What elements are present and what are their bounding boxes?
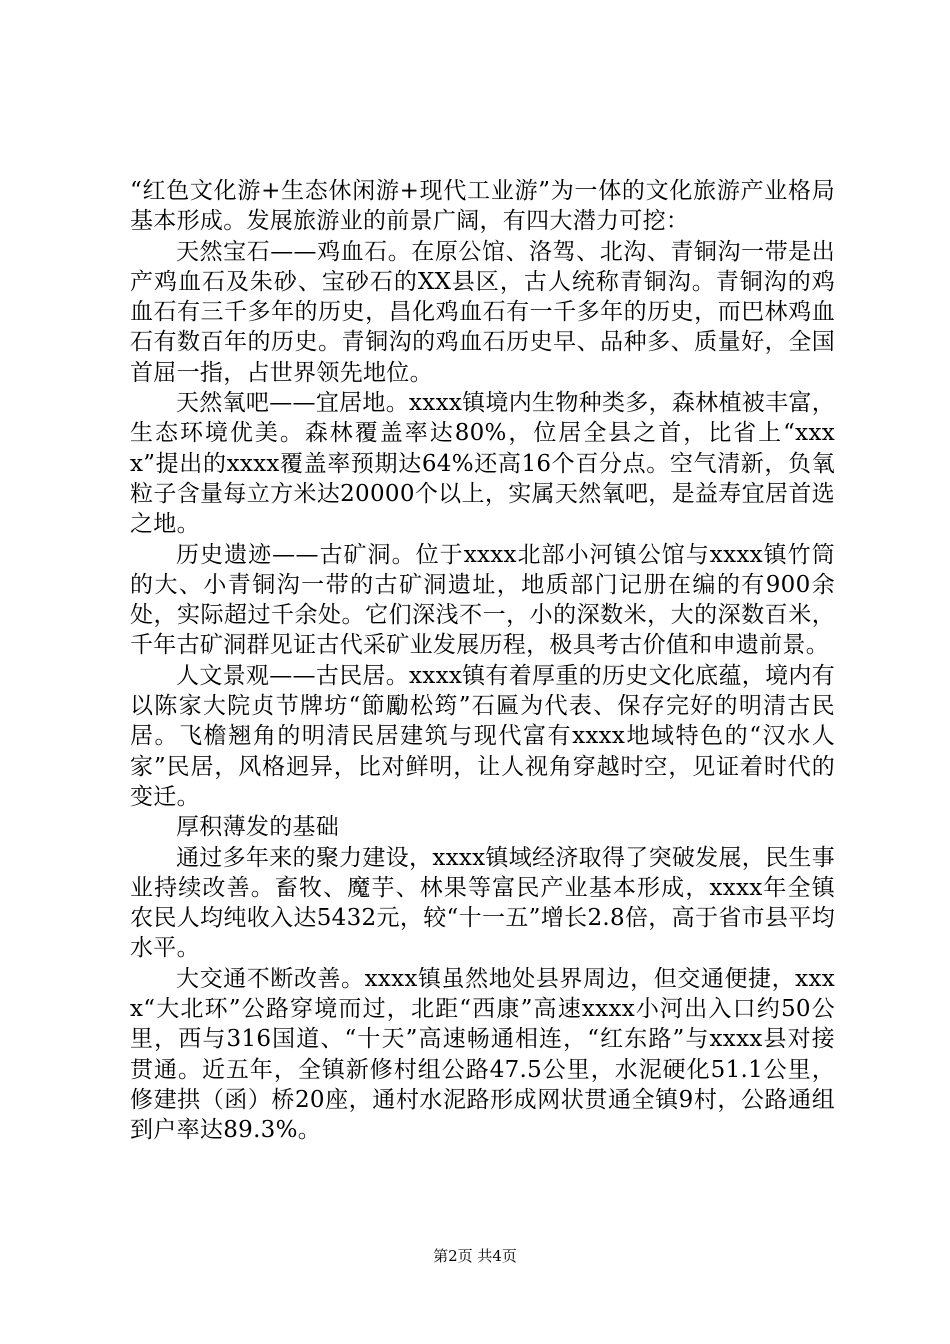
paragraph-bloodstone: 天然宝石——鸡血石。在原公馆、洛驾、北沟、青铜沟一带是出产鸡血石及朱砂、宝砂石的XX县区，古人统称青铜沟。青铜沟的鸡血石有三千多年的历史，昌化鸡血石有一千多年的历史，而巴林鸡血石有数百年的历史。青铜沟的鸡血石历史早、品种多、质量好，全国首屈一指，占世界领先地位。 bbox=[130, 238, 835, 386]
paragraph-intro: “红色文化游+生态休闲游+现代工业游”为一体的文化旅游产业格局基本形成。发展旅游业的前景广阔，有四大潜力可挖： bbox=[130, 178, 835, 235]
paragraph-economy: 通过多年来的聚力建设，xxxx镇域经济取得了突破发展，民生事业持续改善。畜牧、魔芋、林果等富民产业基本形成，xxxx年全镇农民人均纯收入达5432元，较“十一五”增长2.8倍，高于省市县平均水平。 bbox=[130, 844, 835, 962]
paragraph-oxygen-bar: 天然氧吧——宜居地。xxxx镇境内生物种类多，森林植被丰富，生态环境优美。森林覆盖率达80%，位居全县之首，比省上“xxxx”提出的xxxx覆盖率预期达64%还高16个百分点。空气清新，负氧粒子含量每立方米达20000个以上，实属天然氧吧，是益寿宜居首选之地。 bbox=[130, 390, 835, 538]
paragraph-transport: 大交通不断改善。xxxx镇虽然地处县界周边，但交通便捷，xxxx“大北环”公路穿境而过，北距“西康”高速xxxx小河出入口约50公里，西与316国道、“十天”高速畅通相连，“红东路”与xxxx县对接贯通。近五年，全镇新修村组公路47.5公里，水泥硬化51.1公里，修建拱（函）桥20座，通村水泥路形成网状贯通全镇9村，公路通组到户率达89.3%。 bbox=[130, 965, 835, 1144]
page-number-footer: 第2页 共4页 bbox=[433, 1247, 517, 1265]
document-body bbox=[130, 176, 835, 1146]
paragraph-ancient-dwellings: 人文景观——古民居。xxxx镇有着厚重的历史文化底蕴，境内有以陈家大院贞节牌坊“節勵松筠”石匾为代表、保存完好的明清古民居。飞檐翘角的明清民居建筑与现代富有xxxx地域特色的“汉水人家”民居，风格迥异，比对鲜明，让人视角穿越时空，见证着时代的变迁。 bbox=[130, 662, 835, 810]
paragraph-ancient-mines: 历史遗迹——古矿洞。位于xxxx北部小河镇公馆与xxxx镇竹筒的大、小青铜沟一带的古矿洞遗址，地质部门记册在编的有900余处，实际超过千余处。它们深浅不一，小的深数米，大的深数百米，千年古矿洞群见证古代采矿业发展历程，极具考古价值和申遗前景。 bbox=[130, 541, 835, 659]
section-heading-foundation: 厚积薄发的基础 bbox=[176, 814, 340, 841]
